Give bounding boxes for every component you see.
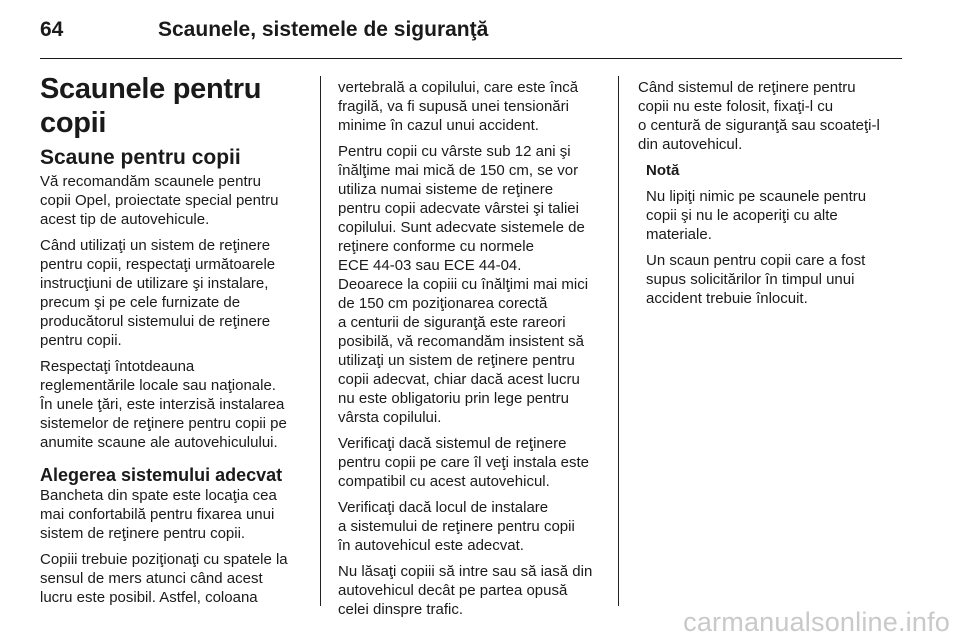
column-2: [338, 78, 604, 626]
paragraph: Verificaţi dacă sistemul de reţinere pentru copii pe care îl veţi instala este compatibil cu acest autovehicul.: [338, 435, 589, 490]
subsection-heading: Scaune pentru copii: [40, 146, 241, 169]
page-number: 64: [40, 18, 64, 41]
note-paragraph: Un scaun pentru copii care a fost supus solicitărilor în timpul unui accident trebuie înlocuit.: [646, 252, 866, 307]
note-box: [638, 161, 920, 308]
chapter-title: Scaunele, sistemele de siguranţă: [158, 18, 489, 41]
paragraph: Vă recomandăm scaunele pentru copii Opel, proiectate special pentru acest tip de autovehicule.: [40, 173, 279, 228]
column-3: [638, 78, 920, 315]
note-paragraph: Nu lipiţi nimic pe scaunele pentru copii şi nu le acoperiţi cu alte materiale.: [646, 188, 867, 243]
paragraph: Verificaţi dacă locul de instalare a sistemului de reţinere pentru copii în autovehicul este adecvat.: [338, 499, 575, 554]
column-1: [40, 72, 312, 614]
paragraph: Când utilizaţi un sistem de reţinere pentru copii, respectaţi următoarele instrucţiuni de utilizare şi instalare, precum şi pe cele furnizate de producătorul sistemului de reţinere pentru copii.: [40, 237, 276, 349]
paragraph: Pentru copii cu vârste sub 12 ani şi înălţime mai mică de 150 cm, se vor utiliza numai sisteme de reţinere pentru copii adecvate vârstei şi taliei copilului. Sunt adecvate sistemele de reţinere conforme cu normele ECE 44-03 sau ECE 44-04. Deoarece la copiii cu înălţimi mai mici de 150 cm poziţionarea corectă a centurii de siguranţă este rareori posibilă, vă recomandăm insistent să utilizaţi un sistem de reţinere pentru copii adecvat, chiar dacă acest lucru nu este obligatoriu prin lege pentru vârsta copilului.: [338, 143, 589, 426]
paragraph: vertebrală a copilului, care este încă fragilă, va fi supusă unei tensionări minime în cazul unui accident.: [338, 79, 579, 134]
paragraph: Bancheta din spate este locaţia cea mai confortabilă pentru fixarea unui sistem de reţinere pentru copii.: [40, 487, 277, 542]
header-rule: [40, 58, 902, 59]
paragraph: Când sistemul de reţinere pentru copii nu este folosit, fixaţi-l cu o centură de siguranţă sau scoateţi-l din autovehicul.: [638, 79, 880, 153]
subsection-heading-selection: Alegerea sistemului adecvat: [40, 465, 283, 485]
page-header: [40, 16, 902, 58]
note-title: Notă: [646, 162, 680, 179]
watermark: carmanualsonline.info: [683, 607, 950, 637]
paragraph: Nu lăsaţi copiii să intre sau să iasă din autovehicul decât pe partea opusă celei dinspre trafic.: [338, 563, 593, 618]
column-divider: [618, 76, 619, 606]
paragraph: Copiii trebuie poziţionaţi cu spatele la sensul de mers atunci când acest lucru este posibil. Astfel, coloana: [40, 551, 288, 606]
paragraph: Respectaţi întotdeauna reglementările locale sau naţionale. În unele ţări, este interzisă instalarea sistemelor de reţinere pentru copii pe anumite scaune ale autovehiculului.: [40, 358, 287, 451]
section-heading: Scaunele pentru copii: [40, 73, 262, 139]
column-divider: [320, 76, 321, 606]
